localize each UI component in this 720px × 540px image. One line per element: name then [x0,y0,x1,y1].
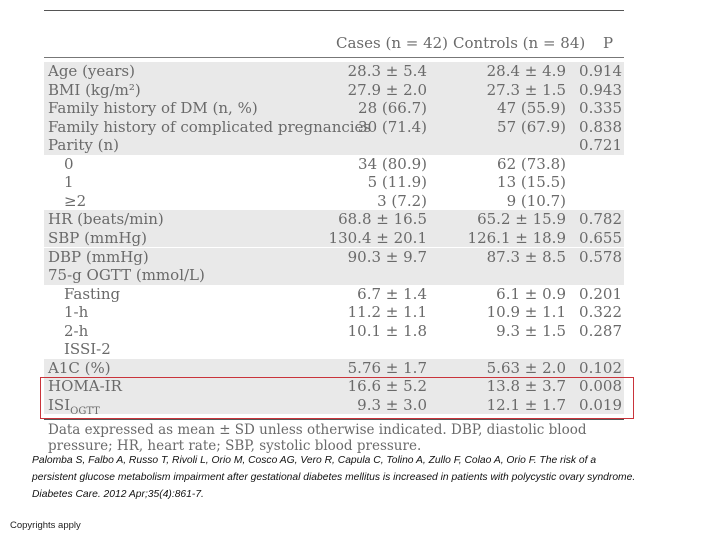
p-value: 0.943 [579,80,622,99]
p-value: 0.838 [579,117,622,136]
cases-value: 11.2 ± 1.1 [347,303,427,322]
row-label-text: Family history of complicated pregnancies [48,117,372,136]
row-label-text: Parity (n) [48,136,119,155]
table-row [44,192,624,211]
controls-value: 6.1 ± 0.9 [496,284,566,303]
row-label-text: 2-h [64,321,89,340]
row-label [48,118,371,137]
table-row [44,303,624,322]
table-row [44,285,624,304]
cases-value: 68.8 ± 16.5 [338,210,427,229]
table-row [44,248,624,267]
p-value: 0.655 [579,228,622,247]
controls-value: 9 (10.7) [506,191,566,210]
controls-value: 12.1 ± 1.7 [486,395,566,414]
cases-value: 5 (11.9) [367,173,427,192]
p-value: 0.287 [579,321,622,340]
row-label-text: DBP (mmHg) [48,247,149,266]
cases-value: 6.7 ± 1.4 [357,284,427,303]
p-value: 0.578 [579,247,622,266]
copyright-notice: Copyrights apply [10,520,81,531]
p-value: 0.721 [579,136,622,155]
table-footnote: Data expressed as mean ± SD unless otherwise indicated. DBP, diastolic blood pressure; HR, heart rate; SBP, systolic blood pressure. [48,422,587,454]
row-label-text: 75-g OGTT (mmol/L) [48,266,205,285]
p-value: 0.335 [579,99,622,118]
table-row [44,118,624,137]
cases-value: 3 (7.2) [377,191,427,210]
controls-value: 28.4 ± 4.9 [486,62,566,80]
row-label [64,303,88,322]
cases-value: 130.4 ± 20.1 [328,228,427,247]
row-label-text: SBP (mmHg) [48,228,147,247]
cases-value: 10.1 ± 1.8 [347,321,427,340]
row-label-text: Family history of DM (n, %) [48,99,258,118]
header-cases: Cases (n = 42) [336,34,449,52]
row-label [48,210,164,229]
header-p: P [603,34,614,52]
row-label [48,248,149,267]
row-label-text: Age (years) [48,62,135,80]
cases-value: 28.3 ± 5.4 [347,62,427,80]
controls-value: 9.3 ± 1.5 [496,321,566,340]
cases-value: 34 (80.9) [358,154,427,173]
row-label [48,266,205,285]
p-value: 0.008 [579,377,622,396]
p-value: 0.782 [579,210,622,229]
controls-value: 10.9 ± 1.1 [486,303,566,322]
row-label [48,136,119,155]
row-label-text: Fasting [64,284,121,303]
highlight-box [40,377,634,419]
controls-value: 27.3 ± 1.5 [486,80,566,99]
row-label [64,192,86,211]
row-label-subscript: OGTT [70,405,100,417]
table-row [44,62,624,81]
table-row [44,173,624,192]
table-row [44,340,624,359]
table-row [44,155,624,174]
p-value: 0.322 [579,303,622,322]
row-label [64,285,120,304]
cases-value: 90.3 ± 9.7 [347,247,427,266]
controls-value: 57 (67.9) [497,117,566,136]
controls-value: 47 (55.9) [497,99,566,118]
controls-value: 62 (73.8) [497,154,566,173]
table-row [44,210,624,229]
cases-value: 9.3 ± 3.0 [357,395,427,414]
row-label [48,81,141,100]
row-label [48,229,147,248]
row-label-text: 0 [64,154,74,173]
row-label [48,99,258,118]
table-header-rule [44,57,624,58]
p-value: 0.102 [579,358,622,377]
p-value: 0.914 [579,62,622,80]
row-label-text: HR (beats/min) [48,210,164,229]
citation-text: Palomba S, Falbo A, Russo T, Rivoli L, Orio M, Cosco AG, Vero R, Capula C, Tolino A, Zullo F, Colao A, Orio F. The risk of a persistent glucose metabolism impairment after gestational diabetes mellitus is increased in patients with polycystic ovary syndrome. Diabetes Care. 2012 Apr;35(4):861-7. [32,455,636,500]
row-label-text: ≥2 [64,191,87,210]
cases-value: 16.6 ± 5.2 [347,377,427,396]
header-controls: Controls (n = 84) [453,34,586,52]
controls-value: 5.63 ± 2.0 [486,358,566,377]
table-row [44,359,624,378]
cases-value: 5.76 ± 1.7 [347,358,427,377]
row-label [64,340,111,359]
cases-value: 28 (66.7) [358,99,427,118]
row-label-text: BMI (kg/m²) [48,80,141,99]
cases-value: 27.9 ± 2.0 [347,80,427,99]
row-label-text: ISI [48,395,71,414]
controls-value: 13 (15.5) [497,173,566,192]
table-bottom-rule [44,419,624,420]
row-label-text: A1C (%) [48,358,111,377]
table-row [44,229,624,248]
row-label [64,173,74,192]
controls-value: 87.3 ± 8.5 [486,247,566,266]
cases-value: 30 (71.4) [358,117,427,136]
controls-value: 65.2 ± 15.9 [477,210,566,229]
controls-value: 13.8 ± 3.7 [486,377,566,396]
row-label-text: ISSI-2 [64,340,111,359]
p-value: 0.019 [579,395,622,414]
controls-value: 126.1 ± 18.9 [467,228,566,247]
row-label-text: 1 [64,173,74,192]
table-row [44,322,624,341]
table-row [44,136,624,155]
row-label [64,155,74,174]
table-row [44,99,624,118]
row-label [48,62,135,81]
table-row [44,81,624,100]
p-value: 0.201 [579,284,622,303]
row-label [48,359,111,378]
table-top-rule [44,10,624,11]
row-label-text: HOMA-IR [48,377,122,396]
row-label-text: 1-h [64,303,89,322]
row-label [64,322,88,341]
table-row [44,266,624,285]
